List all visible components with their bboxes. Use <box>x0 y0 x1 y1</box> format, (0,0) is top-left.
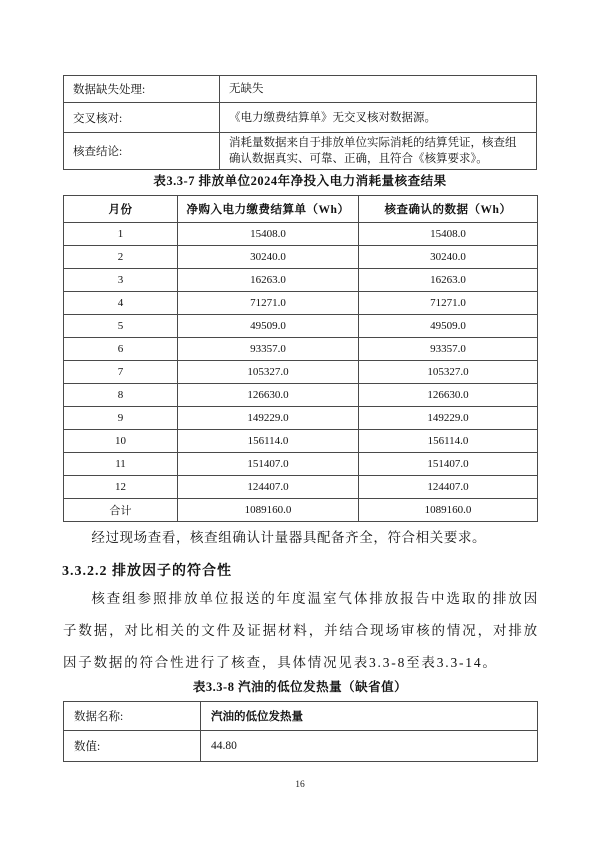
verified-value-cell: 151407.0 <box>359 453 538 476</box>
billing-value-cell: 149229.0 <box>178 407 359 430</box>
billing-value-cell: 16263.0 <box>178 269 359 292</box>
total-label-cell: 合计 <box>64 499 178 522</box>
table-header-row <box>64 196 538 223</box>
meta-value-cell: 消耗量数据来自于排放单位实际消耗的结算凭证，核查组确认数据真实、可靠、正确，且符合《核算要求》。 <box>220 133 537 170</box>
section-heading-3-3-2-2: 3.3.2.2 排放因子的符合性 <box>62 564 232 579</box>
verified-value-cell: 156114.0 <box>359 430 538 453</box>
numeric-label-cell: 数值: <box>64 731 201 762</box>
verified-value-cell: 105327.0 <box>359 361 538 384</box>
verified-value-cell: 124407.0 <box>359 476 538 499</box>
data-name-label-cell: 数据名称: <box>64 702 201 731</box>
table-3-3-8-caption: 表3.3-8 汽油的低位发热量（缺省值） <box>192 680 408 694</box>
meta-value-cell: 无缺失 <box>220 76 537 103</box>
page-number: 16 <box>295 780 305 790</box>
column-header-month: 月份 <box>64 196 178 223</box>
table-row <box>64 315 538 338</box>
table-row <box>64 292 538 315</box>
column-header-billing-statement: 净购入电力缴费结算单（Wh） <box>178 196 359 223</box>
month-cell: 12 <box>64 476 178 499</box>
table-3-3-7-caption: 表3.3-7 排放单位2024年净投入电力消耗量核查结果 <box>153 174 447 188</box>
billing-value-cell: 15408.0 <box>178 223 359 246</box>
billing-value-cell: 71271.0 <box>178 292 359 315</box>
month-cell: 1 <box>64 223 178 246</box>
month-cell: 9 <box>64 407 178 430</box>
verification-meta-table <box>63 75 537 170</box>
month-cell: 8 <box>64 384 178 407</box>
data-name-value-cell: 汽油的低位发热量 <box>201 702 538 731</box>
table-row <box>64 133 537 170</box>
column-header-verified-data: 核查确认的数据（Wh） <box>359 196 538 223</box>
billing-value-cell: 124407.0 <box>178 476 359 499</box>
month-cell: 2 <box>64 246 178 269</box>
onsite-check-note: 经过现场查看，核查组确认计量器具配备齐全，符合相关要求。 <box>91 530 487 545</box>
table-row <box>64 731 538 762</box>
verified-value-cell: 16263.0 <box>359 269 538 292</box>
gasoline-heating-value-table <box>63 701 538 762</box>
table-row <box>64 76 537 103</box>
table-row <box>64 223 538 246</box>
month-cell: 5 <box>64 315 178 338</box>
table-row <box>64 246 538 269</box>
month-cell: 7 <box>64 361 178 384</box>
billing-value-cell: 30240.0 <box>178 246 359 269</box>
table-row <box>64 361 538 384</box>
meta-label-cell: 交叉核对: <box>64 103 220 133</box>
table-row <box>64 476 538 499</box>
billing-value-cell: 105327.0 <box>178 361 359 384</box>
verified-value-cell: 30240.0 <box>359 246 538 269</box>
verified-value-cell: 49509.0 <box>359 315 538 338</box>
billing-value-cell: 156114.0 <box>178 430 359 453</box>
verified-value-cell: 15408.0 <box>359 223 538 246</box>
billing-value-cell: 93357.0 <box>178 338 359 361</box>
table-row-total <box>64 499 538 522</box>
table-row <box>64 430 538 453</box>
meta-value-cell: 《电力缴费结算单》无交叉核对数据源。 <box>220 103 537 133</box>
table-row <box>64 453 538 476</box>
table-row <box>64 103 537 133</box>
billing-value-cell: 49509.0 <box>178 315 359 338</box>
meta-label-cell: 核查结论: <box>64 133 220 170</box>
month-cell: 10 <box>64 430 178 453</box>
table-row <box>64 269 538 292</box>
numeric-value-cell: 44.80 <box>201 731 538 762</box>
month-cell: 4 <box>64 292 178 315</box>
verified-total-cell: 1089160.0 <box>359 499 538 522</box>
month-cell: 11 <box>64 453 178 476</box>
table-row <box>64 338 538 361</box>
verified-value-cell: 126630.0 <box>359 384 538 407</box>
power-consumption-table <box>63 195 538 522</box>
meta-label-cell: 数据缺失处理: <box>64 76 220 103</box>
billing-total-cell: 1089160.0 <box>178 499 359 522</box>
verified-value-cell: 71271.0 <box>359 292 538 315</box>
verified-value-cell: 93357.0 <box>359 338 538 361</box>
billing-value-cell: 151407.0 <box>178 453 359 476</box>
table-row <box>64 384 538 407</box>
table-row <box>64 702 538 731</box>
table-row <box>64 407 538 430</box>
verified-value-cell: 149229.0 <box>359 407 538 430</box>
section-body-paragraph: 核查组参照排放单位报送的年度温室气体排放报告中选取的排放因子数据，对比相关的文件及证据材料，并结合现场审核的情况，对排放因子数据的符合性进行了核查，具体情况见表3.3-8至表3.3-14。 <box>63 591 539 670</box>
month-cell: 6 <box>64 338 178 361</box>
billing-value-cell: 126630.0 <box>178 384 359 407</box>
month-cell: 3 <box>64 269 178 292</box>
